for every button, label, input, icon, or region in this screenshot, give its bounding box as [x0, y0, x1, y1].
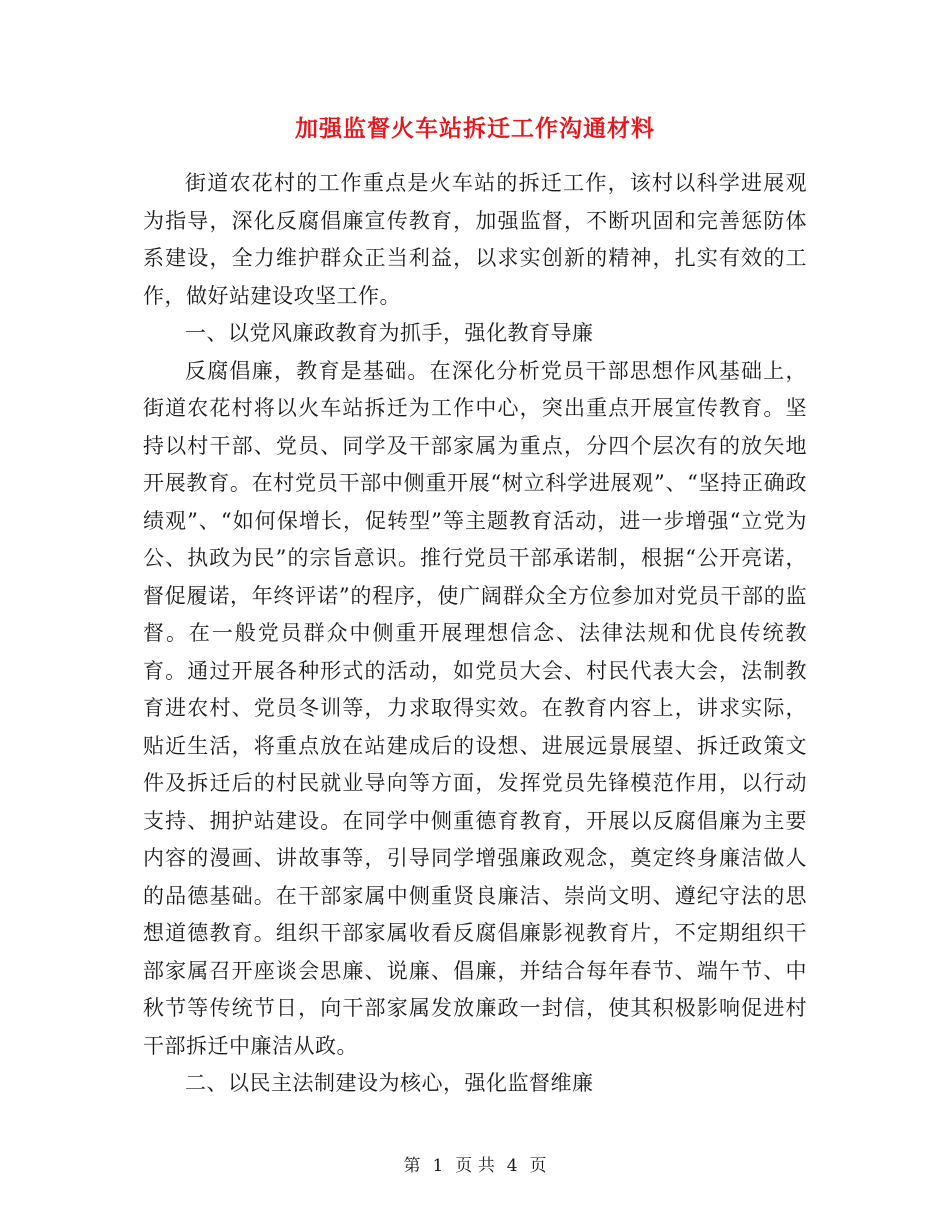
paragraph-section-1: 反腐倡廉，教育是基础。在深化分析党员干部思想作风基础上，街道农花村将以火车站拆迁为工作中心，突出重点开展宣传教育。坚持以村干部、党员、同学及干部家属为重点，分四个层次有的放矢地开展教育。在村党员干部中侧重开展“树立科学进展观”、“坚持正确政绩观”、“如何保增长，促转型”等主题教育活动，进一步增强“立党为公、执政为民”的宗旨意识。推行党员干部承诺制，根据“公开亮诺，督促履诺，年终评诺”的程序，使广阔群众全方位参加对党员干部的监督。在一般党员群众中侧重开展理想信念、法律法规和优良传统教育。通过开展各种形式的活动，如党员大会、村民代表大会，法制教育进农村、党员冬训等，力求取得实效。在教育内容上，讲求实际，贴近生活，将重点放在站建成后的设想、进展远景展望、拆迁政策文件及拆迁后的村民就业导向等方面，发挥党员先锋模范作用，以行动支持、拥护站建设。在同学中侧重德育教育，开展以反腐倡廉为主要内容的漫画、讲故事等，引导同学增强廉政观念，奠定终身廉洁做人的品德基础。在干部家属中侧重贤良廉洁、崇尚文明、遵纪守法的思想道德教育。组织干部家属收看反腐倡廉影视教育片，不定期组织干部家属召开座谈会思廉、说廉、倡廉，并结合每年春节、端午节、中秋节等传统节日，向干部家属发放廉政一封信，使其积极影响促进村干部拆迁中廉洁从政。 — [143, 358, 807, 1058]
page-footer — [0, 1154, 950, 1178]
section-heading-2: 二、以民主法制建设为核心，强化监督维廉 — [185, 1071, 594, 1095]
page-total: 4 — [506, 1156, 518, 1176]
document-title: 加强监督火车站拆迁工作沟通材料 — [295, 115, 655, 142]
section-heading-1: 一、以党风廉政教育为抓手，强化教育导廉 — [185, 321, 594, 345]
footer-suffix: 页 — [529, 1156, 547, 1176]
page-number: 1 — [432, 1156, 444, 1176]
footer-prefix: 第 — [403, 1156, 421, 1176]
footer-mid: 页 共 — [455, 1156, 495, 1176]
document-body — [143, 165, 807, 1103]
paragraph-intro: 街道农花村的工作重点是火车站的拆迁工作，该村以科学进展观为指导，深化反腐倡廉宣传教育，加强监督，不断巩固和完善惩防体系建设，全力维护群众正当利益，以求实创新的精神，扎实有效的工作，做好站建设攻坚工作。 — [143, 171, 807, 308]
